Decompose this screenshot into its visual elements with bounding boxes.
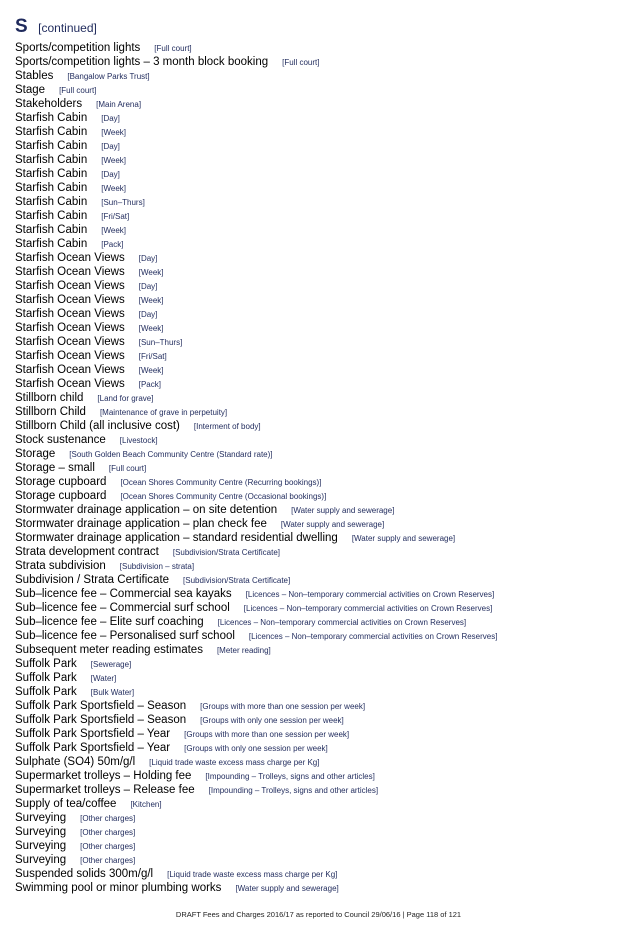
index-entry: [15, 796, 630, 810]
entry-term: Storage – small: [15, 462, 95, 474]
index-entry: [15, 390, 630, 404]
entry-term: Stage: [15, 84, 46, 96]
entry-term: Starfish Ocean Views: [15, 378, 125, 390]
index-entry: [15, 208, 630, 222]
entry-term: Surveying: [15, 812, 67, 824]
entry-term: Suffolk Park Sportsfield – Year: [15, 742, 171, 754]
entry-term: Suffolk Park: [15, 686, 77, 698]
index-entry: [15, 306, 630, 320]
entry-term: Starfish Ocean Views: [15, 322, 125, 334]
entry-term: Storage cupboard: [15, 476, 107, 488]
index-entry: [15, 432, 630, 446]
entry-category: [South Golden Beach Community Centre (Standard rate)]: [69, 450, 273, 459]
entry-category: [Week]: [101, 128, 126, 137]
entry-category: [Full court]: [282, 58, 320, 67]
entry-term: Starfish Cabin: [15, 238, 88, 250]
entry-term: Surveying: [15, 840, 67, 852]
entry-term: Starfish Cabin: [15, 196, 88, 208]
entry-term: Sub–licence fee – Commercial sea kayaks: [15, 588, 232, 600]
entry-term: Starfish Ocean Views: [15, 364, 125, 376]
entry-category: [Licences – Non–temporary commercial activities on Crown Reserves]: [245, 590, 495, 599]
index-entry: [15, 712, 630, 726]
entry-category: [Water supply and sewerage]: [351, 534, 456, 543]
index-entry: [15, 222, 630, 236]
index-entry: [15, 642, 630, 656]
entry-category: [Sewerage]: [90, 660, 132, 669]
entry-category: [Week]: [101, 156, 126, 165]
continued-label: [continued]: [38, 21, 97, 35]
entry-category: [Ocean Shores Community Centre (Occasional bookings)]: [120, 492, 327, 501]
entry-category: [Licences – Non–temporary commercial activities on Crown Reserves]: [248, 632, 498, 641]
entry-term: Suffolk Park: [15, 658, 77, 670]
entry-category: [Week]: [138, 324, 164, 333]
index-entry: [15, 670, 630, 684]
index-entry: [15, 138, 630, 152]
index-entry: [15, 152, 630, 166]
entry-term: Stormwater drainage application – standard residential dwelling: [15, 532, 338, 544]
entry-term: Starfish Cabin: [15, 182, 88, 194]
entry-term: Starfish Cabin: [15, 126, 88, 138]
entry-term: Stillborn Child (all inclusive cost): [15, 420, 180, 432]
entry-category: [Subdivision/Strata Certificate]: [183, 576, 291, 585]
entry-term: Stock sustenance: [15, 434, 106, 446]
index-entry: [15, 334, 630, 348]
entry-category: [Ocean Shores Community Centre (Recurring bookings)]: [120, 478, 322, 487]
entry-category: [Groups with only one session per week]: [200, 716, 344, 725]
index-entry: [15, 166, 630, 180]
entry-category: [Meter reading]: [216, 646, 271, 655]
entry-category: [Day]: [138, 282, 158, 291]
entry-category: [Week]: [138, 296, 164, 305]
entry-term: Sub–licence fee – Personalised surf school: [15, 630, 235, 642]
entry-term: Subdivision / Strata Certificate: [15, 574, 170, 586]
index-entry: [15, 530, 630, 544]
entry-category: [Water supply and sewerage]: [291, 506, 395, 515]
entry-category: [Other charges]: [80, 814, 136, 823]
entry-category: [Water]: [90, 674, 117, 683]
entry-term: Strata development contract: [15, 546, 159, 558]
entry-category: [Week]: [138, 268, 164, 277]
entry-category: [Day]: [138, 254, 158, 263]
entry-category: [Bulk Water]: [90, 688, 135, 697]
entry-term: Suffolk Park Sportsfield – Season: [15, 700, 187, 712]
index-entry: [15, 544, 630, 558]
entry-term: Starfish Cabin: [15, 224, 88, 236]
entry-category: [Day]: [101, 142, 120, 151]
index-entry: [15, 96, 630, 110]
index-entry: [15, 558, 630, 572]
entry-term: Stormwater drainage application – on site detention: [15, 504, 278, 516]
index-entry: [15, 656, 630, 670]
entry-category: [Water supply and sewerage]: [280, 520, 385, 529]
index-entry: [15, 824, 630, 838]
entry-category: [Day]: [101, 114, 120, 123]
entry-term: Starfish Cabin: [15, 168, 88, 180]
index-entry: [15, 460, 630, 474]
entry-term: Suffolk Park: [15, 672, 77, 684]
section-header: [15, 16, 97, 38]
entry-category: [Water supply and sewerage]: [235, 884, 339, 893]
entry-category: [Day]: [138, 310, 158, 319]
index-entry: [15, 726, 630, 740]
entry-category: [Sun–Thurs]: [138, 338, 183, 347]
entry-term: Starfish Cabin: [15, 210, 88, 222]
entry-term: Starfish Cabin: [15, 140, 88, 152]
entry-category: [Licences – Non–temporary commercial activities on Crown Reserves]: [217, 618, 467, 627]
entry-term: Sports/competition lights – 3 month block booking: [15, 56, 269, 68]
index-entry: [15, 684, 630, 698]
entry-category: [Week]: [138, 366, 164, 375]
entry-category: [Subdivision/Strata Certificate]: [172, 548, 281, 557]
index-entry: [15, 404, 630, 418]
entry-category: [Full court]: [108, 464, 147, 473]
entry-term: Sulphate (SO4) 50m/g/l: [15, 756, 136, 768]
index-entry: [15, 40, 630, 54]
entry-category: [Pack]: [138, 380, 161, 389]
index-entry: [15, 250, 630, 264]
index-entry: [15, 740, 630, 754]
entry-category: [Groups with only one session per week]: [184, 744, 328, 753]
entry-term: Starfish Ocean Views: [15, 252, 125, 264]
entry-term: Starfish Ocean Views: [15, 280, 125, 292]
index-entry: [15, 194, 630, 208]
index-entry: [15, 54, 630, 68]
entry-category: [Land for grave]: [97, 394, 154, 403]
entry-category: [Licences – Non–temporary commercial activities on Crown Reserves]: [243, 604, 493, 613]
index-entry: [15, 614, 630, 628]
index-entry: [15, 810, 630, 824]
entry-category: [Livestock]: [119, 436, 158, 445]
index-entry: [15, 572, 630, 586]
entry-category: [Interment of body]: [193, 422, 261, 431]
entry-term: Surveying: [15, 826, 67, 838]
index-entry: [15, 502, 630, 516]
entry-category: [Pack]: [101, 240, 124, 249]
entry-term: Stables: [15, 70, 54, 82]
index-entry: [15, 628, 630, 642]
index-entry: [15, 124, 630, 138]
entry-category: [Week]: [101, 184, 126, 193]
index-entry: [15, 376, 630, 390]
entry-term: Storage cupboard: [15, 490, 107, 502]
entry-term: Strata subdivision: [15, 560, 106, 572]
entry-term: Supply of tea/coffee: [15, 798, 117, 810]
entry-term: Starfish Ocean Views: [15, 336, 125, 348]
entry-category: [Kitchen]: [130, 800, 162, 809]
entry-category: [Liquid trade waste excess mass charge per Kg]: [167, 870, 338, 879]
index-entry: [15, 838, 630, 852]
entry-term: Suspended solids 300m/g/l: [15, 868, 154, 880]
entry-category: [Groups with more than one session per week]: [184, 730, 350, 739]
index-entry: [15, 516, 630, 530]
entry-term: Sub–licence fee – Commercial surf school: [15, 602, 230, 614]
index-entry: [15, 698, 630, 712]
entry-category: [Impounding – Trolleys, signs and other articles]: [205, 772, 375, 781]
entry-term: Stormwater drainage application – plan check fee: [15, 518, 267, 530]
index-list: [15, 40, 630, 894]
entry-category: [Full court]: [154, 44, 192, 53]
entry-term: Starfish Ocean Views: [15, 266, 125, 278]
index-entry: [15, 488, 630, 502]
entry-term: Storage: [15, 448, 56, 460]
index-entry: [15, 474, 630, 488]
index-entry: [15, 278, 630, 292]
index-entry: [15, 852, 630, 866]
index-entry: [15, 880, 630, 894]
index-entry: [15, 768, 630, 782]
index-entry: [15, 362, 630, 376]
index-entry: [15, 866, 630, 880]
entry-category: [Groups with more than one session per week]: [200, 702, 366, 711]
index-entry: [15, 754, 630, 768]
index-entry: [15, 782, 630, 796]
entry-term: Starfish Ocean Views: [15, 350, 125, 362]
index-entry: [15, 82, 630, 96]
entry-category: [Subdivision – strata]: [119, 562, 195, 571]
entry-term: Surveying: [15, 854, 67, 866]
index-entry: [15, 110, 630, 124]
index-entry: [15, 292, 630, 306]
entry-category: [Sun–Thurs]: [101, 198, 145, 207]
entry-category: [Maintenance of grave in perpetuity]: [99, 408, 228, 417]
entry-term: Suffolk Park Sportsfield – Year: [15, 728, 171, 740]
index-entry: [15, 320, 630, 334]
entry-category: [Other charges]: [80, 828, 136, 837]
entry-term: Stillborn child: [15, 392, 84, 404]
entry-term: Starfish Cabin: [15, 112, 88, 124]
entry-term: Suffolk Park Sportsfield – Season: [15, 714, 187, 726]
index-entry: [15, 236, 630, 250]
index-entry: [15, 418, 630, 432]
section-letter: S: [15, 16, 28, 37]
entry-category: [Fri/Sat]: [101, 212, 130, 221]
entry-term: Supermarket trolleys – Holding fee: [15, 770, 192, 782]
page-footer: DRAFT Fees and Charges 2016/17 as reported to Council 29/06/16 | Page 118 of 121: [175, 910, 462, 919]
entry-category: [Bangalow Parks Trust]: [67, 72, 150, 81]
entry-category: [Week]: [101, 226, 126, 235]
entry-category: [Main Arena]: [96, 100, 142, 109]
entry-category: [Full court]: [59, 86, 97, 95]
index-entry: [15, 264, 630, 278]
entry-term: Starfish Cabin: [15, 154, 88, 166]
entry-category: [Fri/Sat]: [138, 352, 167, 361]
entry-term: Subsequent meter reading estimates: [15, 644, 203, 656]
entry-term: Starfish Ocean Views: [15, 294, 125, 306]
entry-term: Stakeholders: [15, 98, 83, 110]
index-entry: [15, 600, 630, 614]
entry-term: Sub–licence fee – Elite surf coaching: [15, 616, 204, 628]
entry-term: Swimming pool or minor plumbing works: [15, 882, 222, 894]
entry-term: Starfish Ocean Views: [15, 308, 125, 320]
index-entry: [15, 586, 630, 600]
entry-category: [Other charges]: [80, 856, 136, 865]
entry-category: [Day]: [101, 170, 120, 179]
entry-category: [Impounding – Trolleys, signs and other articles]: [208, 786, 379, 795]
index-entry: [15, 68, 630, 82]
entry-term: Stillborn Child: [15, 406, 86, 418]
index-entry: [15, 348, 630, 362]
entry-category: [Liquid trade waste excess mass charge per Kg]: [149, 758, 320, 767]
index-entry: [15, 180, 630, 194]
entry-term: Sports/competition lights: [15, 42, 141, 54]
entry-category: [Other charges]: [80, 842, 136, 851]
index-entry: [15, 446, 630, 460]
entry-term: Supermarket trolleys – Release fee: [15, 784, 195, 796]
